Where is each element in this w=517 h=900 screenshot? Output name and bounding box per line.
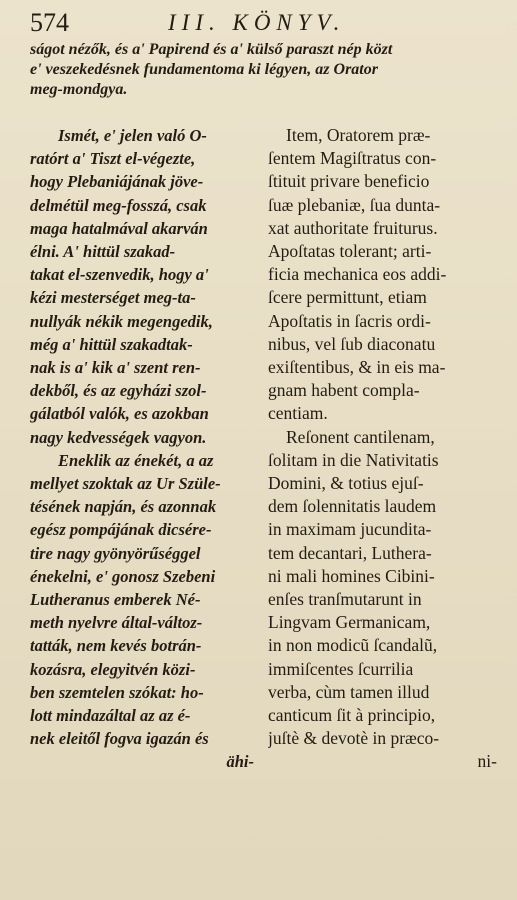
hungarian-text-line: tire nagy gyönyörűséggel <box>30 543 201 563</box>
hungarian-text-line: maga hatalmával akarván <box>30 218 208 238</box>
hungarian-text-line: énekelni, e' gonosz Szebeni <box>30 566 216 586</box>
hungarian-text-line: Eneklik az énekét, a az <box>58 450 214 470</box>
intro-line: e' veszekedésnek fundamentoma ki légyen, az Orator <box>30 61 378 78</box>
hungarian-text-line: mellyet szoktak az Ur Szüle- <box>30 474 221 494</box>
hungarian-text-line: kozásra, elegyitvén közi- <box>30 659 196 679</box>
latin-text-line: Lingvam Germanicam, <box>268 612 431 633</box>
latin-text-line: Item, Oratorem præ- <box>286 125 431 145</box>
latin-text-line: verba, cùm tamen illud <box>268 681 430 702</box>
hungarian-text-line: Ismét, e' jelen való O- <box>58 126 207 145</box>
hungarian-text-line: Lutheranus emberek Né- <box>30 590 201 610</box>
hungarian-text-line: kézi mesterséget meg-ta- <box>30 288 196 308</box>
hungarian-text-line: egész pompájának dicsére- <box>30 520 212 540</box>
latin-text-line: immiſcentes ſcurrilia <box>268 658 414 679</box>
latin-text-line: gnam habent compla- <box>268 380 420 401</box>
latin-text-line: in maximam jucundita- <box>268 519 432 540</box>
hungarian-text-line: ben szemtelen szókat: ho- <box>30 682 204 702</box>
latin-text-line: nibus, vel ſub diaconatu <box>268 333 436 354</box>
hungarian-text-line: tésének napján, és azonnak <box>30 497 217 517</box>
latin-text-line: juſtè & devotè in præco- <box>268 728 440 749</box>
hungarian-text-line: nak is a' kik a' szent ren- <box>30 358 201 378</box>
latin-text-line: canticum ſit à principio, <box>268 705 436 726</box>
hungarian-text-line: takat el-szenvedik, hogy a' <box>30 265 209 285</box>
hungarian-text-line: nek eleitől fogva igazán és <box>30 729 209 749</box>
latin-text-line: Apoſtatas tolerant; arti- <box>268 241 432 262</box>
latin-text-line: ſcere permittunt, etiam <box>268 287 427 308</box>
intro-line: meg-mondgya. <box>30 81 128 98</box>
page-header <box>30 8 510 38</box>
hungarian-text-line: delmétül meg-fosszá, csak <box>30 195 207 215</box>
latin-text-line: ſuæ plebaniæ, ſua dunta- <box>268 194 441 215</box>
latin-text-column <box>268 124 511 774</box>
hungarian-text-line: gálatból valók, es azokban <box>30 404 209 424</box>
hungarian-text-line: ähi- <box>226 752 254 772</box>
hungarian-text-line: hogy Plebaniájának jöve- <box>30 172 204 192</box>
latin-text-line: centiam. <box>268 403 328 424</box>
latin-text-line: ſolitam in die Nativitatis <box>268 449 439 470</box>
latin-text-line: dem ſolennitatis laudem <box>268 496 437 517</box>
running-head: III. KÖNYV. <box>168 10 346 35</box>
latin-text-line: ſentem Magiſtratus con- <box>268 148 437 169</box>
hungarian-text-line: nullyák nékik megengedik, <box>30 311 213 331</box>
latin-text-line: ni mali homines Cibini- <box>268 565 435 586</box>
hungarian-text-line: még a' hittül szakadtak- <box>30 334 193 354</box>
hungarian-text-line: meth nyelvre által-változ- <box>30 613 203 633</box>
hungarian-text-line: nagy kedvességek vagyon. <box>30 427 207 447</box>
latin-text-line: tem decantari, Luthera- <box>268 542 432 563</box>
hungarian-text-line: tatták, nem kevés botrán- <box>30 636 202 656</box>
latin-text-line: Apoſtatis in ſacris ordi- <box>268 310 431 331</box>
hungarian-text-line: lott mindazáltal az az é- <box>30 706 191 726</box>
latin-text-line: exiſtentibus, & in eis ma- <box>268 357 446 378</box>
intro-line: ságot nézők, és a' Papirend és a' külső paraszt nép közt <box>30 41 393 58</box>
latin-text-line: enſes tranſmutarunt in <box>268 589 422 610</box>
latin-text-line: ni- <box>477 751 497 772</box>
latin-text-line: ficia mechanica eos addi- <box>268 264 447 285</box>
hungarian-text-line: ratórt a' Tiszt el-végezte, <box>30 149 196 169</box>
hungarian-text-line: dekből, és az egyházi szol- <box>30 381 207 401</box>
latin-text-line: ſtituit privare beneficio <box>268 171 430 192</box>
hungarian-text-column <box>30 124 260 774</box>
latin-text-line: in non modicũ ſcandalũ, <box>268 635 438 656</box>
latin-text-line: Domini, & totius ejuſ- <box>268 473 424 494</box>
hungarian-text-line: élni. A' hittül szakad- <box>30 242 176 262</box>
page-number: 574 <box>30 8 69 37</box>
latin-text-line: xat authoritate fruiturus. <box>268 217 438 238</box>
latin-text-line: Reſonent cantilenam, <box>286 426 435 447</box>
intro-paragraph <box>30 40 510 100</box>
